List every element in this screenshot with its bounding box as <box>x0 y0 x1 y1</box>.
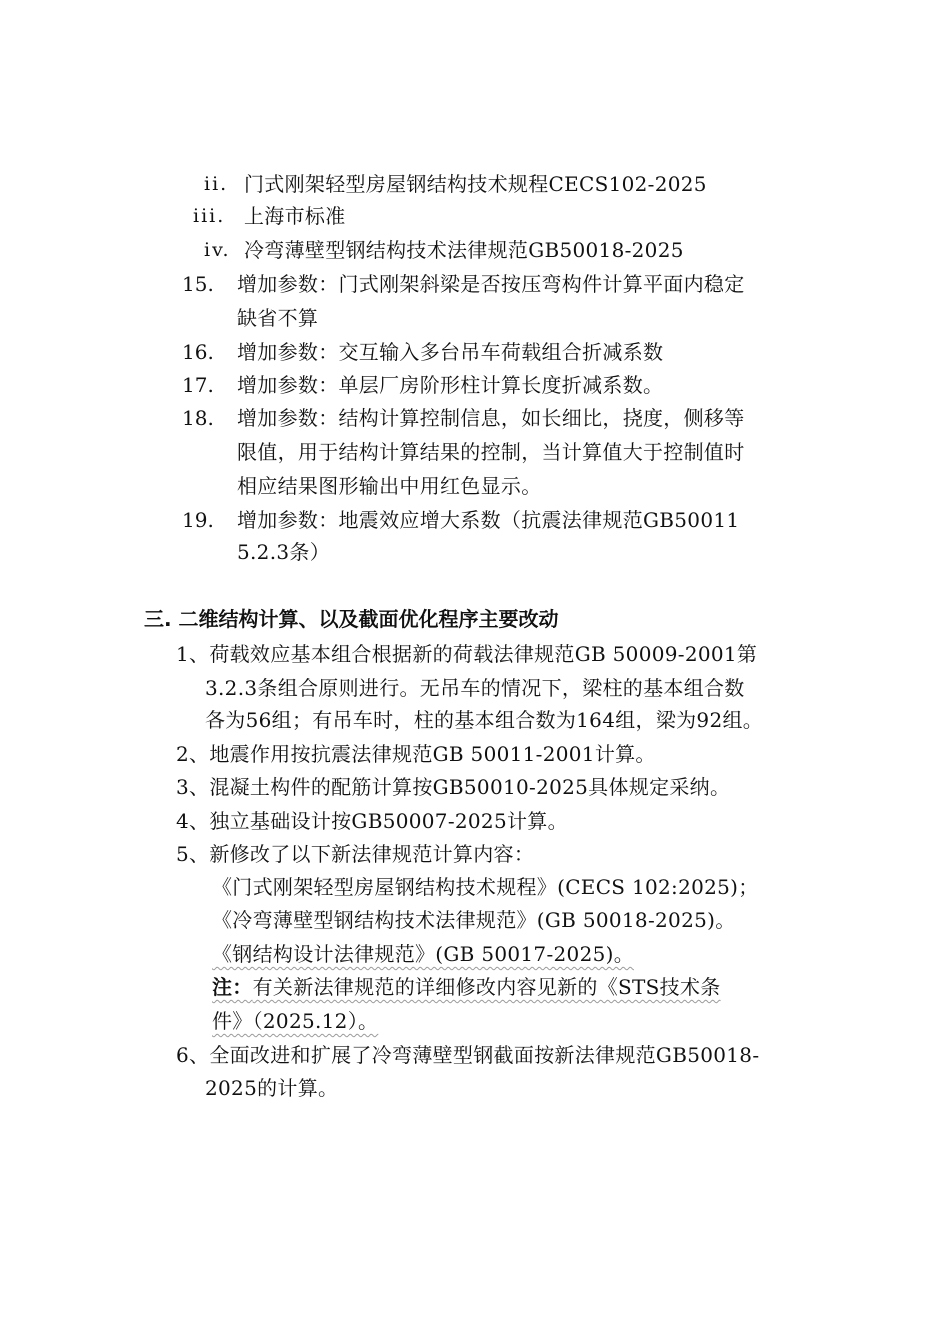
section-item-line: 2、地震作用按抗震法律规范GB 50011-2001计算。 <box>176 742 656 766</box>
section-heading: 三. 二维结构计算、以及截面优化程序主要改动 <box>144 607 559 631</box>
list-item-line: 增加参数：地震效应增大系数（抗震法律规范GB50011 <box>237 508 740 532</box>
list-marker: 19. <box>182 508 214 532</box>
list-marker: 17. <box>182 373 214 397</box>
list-marker: 16. <box>182 340 214 364</box>
note-line <box>212 973 721 1001</box>
section-item-line: 6、全面改进和扩展了冷弯薄壁型钢截面按新法律规范GB50018- <box>176 1043 760 1067</box>
list-item-text: 上海市标准 <box>244 204 346 228</box>
note-text: 有关新法律规范的详细修改内容见新的《STS技术条 <box>252 975 721 999</box>
list-marker: 18. <box>182 406 214 430</box>
list-item-line: 增加参数：门式刚架斜梁是否按压弯构件计算平面内稳定 <box>237 272 745 296</box>
spec-reference: 《门式刚架轻型房屋钢结构技术规程》(CECS 102:2025)； <box>212 875 759 899</box>
list-marker: iii. <box>193 205 226 227</box>
spec-reference: 《冷弯薄壁型钢结构技术法律规范》(GB 50018-2025)。 <box>212 908 736 932</box>
note-label: 注： <box>212 975 253 999</box>
list-item-line: 缺省不算 <box>237 306 319 330</box>
section-item-line: 3.2.3条组合原则进行。无吊车的情况下，梁柱的基本组合数 <box>205 676 745 700</box>
list-item-line: 增加参数：单层厂房阶形柱计算长度折减系数。 <box>237 373 664 397</box>
section-item-line: 各为56组；有吊车时，柱的基本组合数为164组，梁为92组。 <box>205 708 764 732</box>
list-marker: 15. <box>182 272 214 296</box>
list-item-text: 门式刚架轻型房屋钢结构技术规程CECS102-2025 <box>244 172 707 196</box>
section-item-line: 5、新修改了以下新法律规范计算内容： <box>176 842 535 866</box>
section-item-line: 2025的计算。 <box>205 1076 339 1100</box>
section-item-line: 4、独立基础设计按GB50007-2025计算。 <box>176 809 568 833</box>
list-marker: ii. <box>204 173 229 195</box>
list-item-line: 相应结果图形输出中用红色显示。 <box>237 474 542 498</box>
list-item-text: 冷弯薄壁型钢结构技术法律规范GB50018-2025 <box>244 238 684 262</box>
note-line: 件》（2025.12）。 <box>212 1009 379 1033</box>
list-marker: iv. <box>204 239 231 261</box>
list-item-line: 限值，用于结构计算结果的控制，当计算值大于控制值时 <box>237 440 745 464</box>
section-item-line: 3、混凝土构件的配筋计算按GB50010-2025具体规定采纳。 <box>176 775 731 799</box>
spec-reference: 《钢结构设计法律规范》(GB 50017-2025)。 <box>212 942 635 966</box>
list-item-line: 增加参数：交互输入多台吊车荷载组合折减系数 <box>237 340 664 364</box>
section-item-line: 1、荷载效应基本组合根据新的荷载法律规范GB 50009-2001第 <box>176 642 758 666</box>
list-item-line: 增加参数：结构计算控制信息，如长细比，挠度，侧移等 <box>237 406 745 430</box>
list-item-line: 5.2.3条） <box>237 540 330 564</box>
